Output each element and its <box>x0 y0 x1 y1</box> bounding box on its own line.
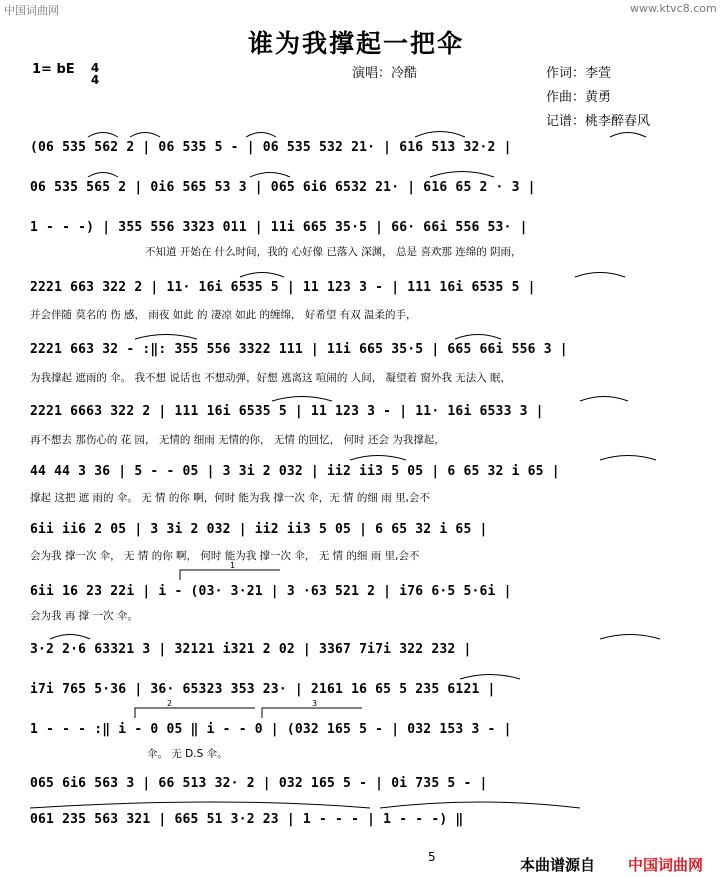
lyricist-credit: 作词：李萱 <box>546 66 612 81</box>
footer-source-label: 本曲谱源自 <box>520 856 596 874</box>
score-row-12-notes: 1 - - - :‖ i - 0 05 ‖ i - - 0 | (032 165 5 - | 032 153 3 - | <box>30 722 512 737</box>
score-row-2-notes: 06 535 565 2 | 0i6 565 53 3 | 065 6i6 6532 21· | 616 65 2 · 3 | <box>30 180 536 195</box>
key-signature: 1= bE <box>32 62 75 77</box>
score-row-13-notes: 065 6i6 563 3 | 66 513 32· 2 | 032 165 5 - | 0i 735 5 - | <box>30 776 488 791</box>
footer-brand-link[interactable]: 中国词曲网 <box>628 856 704 874</box>
score-row-9-lyrics: 会为我 再 撑 一次 伞。 <box>30 610 138 622</box>
transcriber-credit: 记谱：桃李醉春风 <box>546 114 651 129</box>
watermark-left: 中国词曲网 <box>4 4 59 17</box>
score-row-3-lyrics: 不知道 开始在 什么时间，我的 心好像 已落入 深渊， 总是 喜欢那 连绵的 阴雨， <box>145 246 522 258</box>
svg-text:2: 2 <box>167 699 173 708</box>
score-row-6-notes: 2221 6663 322 2 | 111 16i 6535 5 | 11 123 3 - | 11· 16i 6533 3 | <box>30 404 544 419</box>
composer-credit: 作曲：黄勇 <box>546 90 612 105</box>
singer-credit: 演唱：冷酷 <box>352 66 418 81</box>
svg-text:1: 1 <box>230 561 236 570</box>
score-row-12-lyrics: 伞。 无 D.S 伞。 <box>147 748 228 760</box>
score-row-5-lyrics: 为我撑起 遮雨的 伞。 我不想 说话也 不想动弹，好想 逃离这 喧闹的 人间， 凝望着 窗外我 无法入 眠， <box>30 372 512 384</box>
score-row-10-notes: 3·2 2·6 63321 3 | 32121 i321 2 02 | 3367 7i7i 322 232 | <box>30 642 472 657</box>
score-row-14-notes: 061 235 563 321 | 665 51 3·2 23 | 1 - - - | 1 - - -) ‖ <box>30 812 464 827</box>
score-row-1-notes: (06 535 562 2 | 06 535 5 - | 06 535 532 21· | 616 513 32·2 | <box>30 140 512 155</box>
svg-text:3: 3 <box>312 699 318 708</box>
time-signature <box>88 62 102 86</box>
score-row-8-lyrics: 会为我 撑一次 伞， 无 情 的你 啊， 何时 能为我 撑一次 伞， 无 情 的细 雨 里,会不 <box>30 550 420 562</box>
score-row-4-notes: 2221 663 322 2 | 11· 16i 6535 5 | 11 123 3 - | 111 16i 6535 5 | <box>30 280 536 295</box>
score-row-5-notes: 2221 663 32 - :‖: 355 556 3322 111 | 11i 665 35·5 | 665 66i 556 3 | <box>30 342 568 357</box>
score-row-8-notes: 6ii ii6 2 05 | 3 3i 2 032 | ii2 ii3 5 05 | 6 65 32 i 65 | <box>30 522 488 537</box>
song-title: 谁为我撑起一把伞 <box>248 29 465 58</box>
score-row-7-notes: 44 44 3 36 | 5 - - 05 | 3 3i 2 032 | ii2 ii3 5 05 | 6 65 32 i 65 | <box>30 464 560 479</box>
score-row-6-lyrics: 再不想去 那伤心的 花 园， 无情的 细雨 无情的你， 无情 的回忆， 何时 还会 为我撑起， <box>30 434 445 446</box>
score-row-7-lyrics: 撑起 这把 遮 雨的 伞。 无 情 的你 啊，何时 能为我 撑一次 伞，无 情 的细 雨 里,会不 <box>30 492 430 504</box>
watermark-right: www.ktvc8.com <box>630 2 717 15</box>
score-row-9-notes: 6ii 16 23 22i | i - (03· 3·21 | 3 ·63 521 2 | i76 6·5 5·6i | <box>30 584 512 599</box>
time-signature-top: 4 <box>90 61 100 75</box>
score-row-4-lyrics: 并会伴随 莫名的 伤 感， 雨夜 如此 的 凄凉 如此 的缠绵， 好希望 有双 温柔的手， <box>30 309 417 321</box>
page-number: 5 <box>428 850 436 864</box>
time-signature-bottom: 4 <box>90 73 100 87</box>
score-row-3-notes: 1 - - -) | 355 556 3323 011 | 11i 665 35·5 | 66· 66i 556 53· | <box>30 220 528 235</box>
score-row-11-notes: i7i 765 5·36 | 36· 65323 353 23· | 2161 16 65 5 235 6121 | <box>30 682 496 697</box>
